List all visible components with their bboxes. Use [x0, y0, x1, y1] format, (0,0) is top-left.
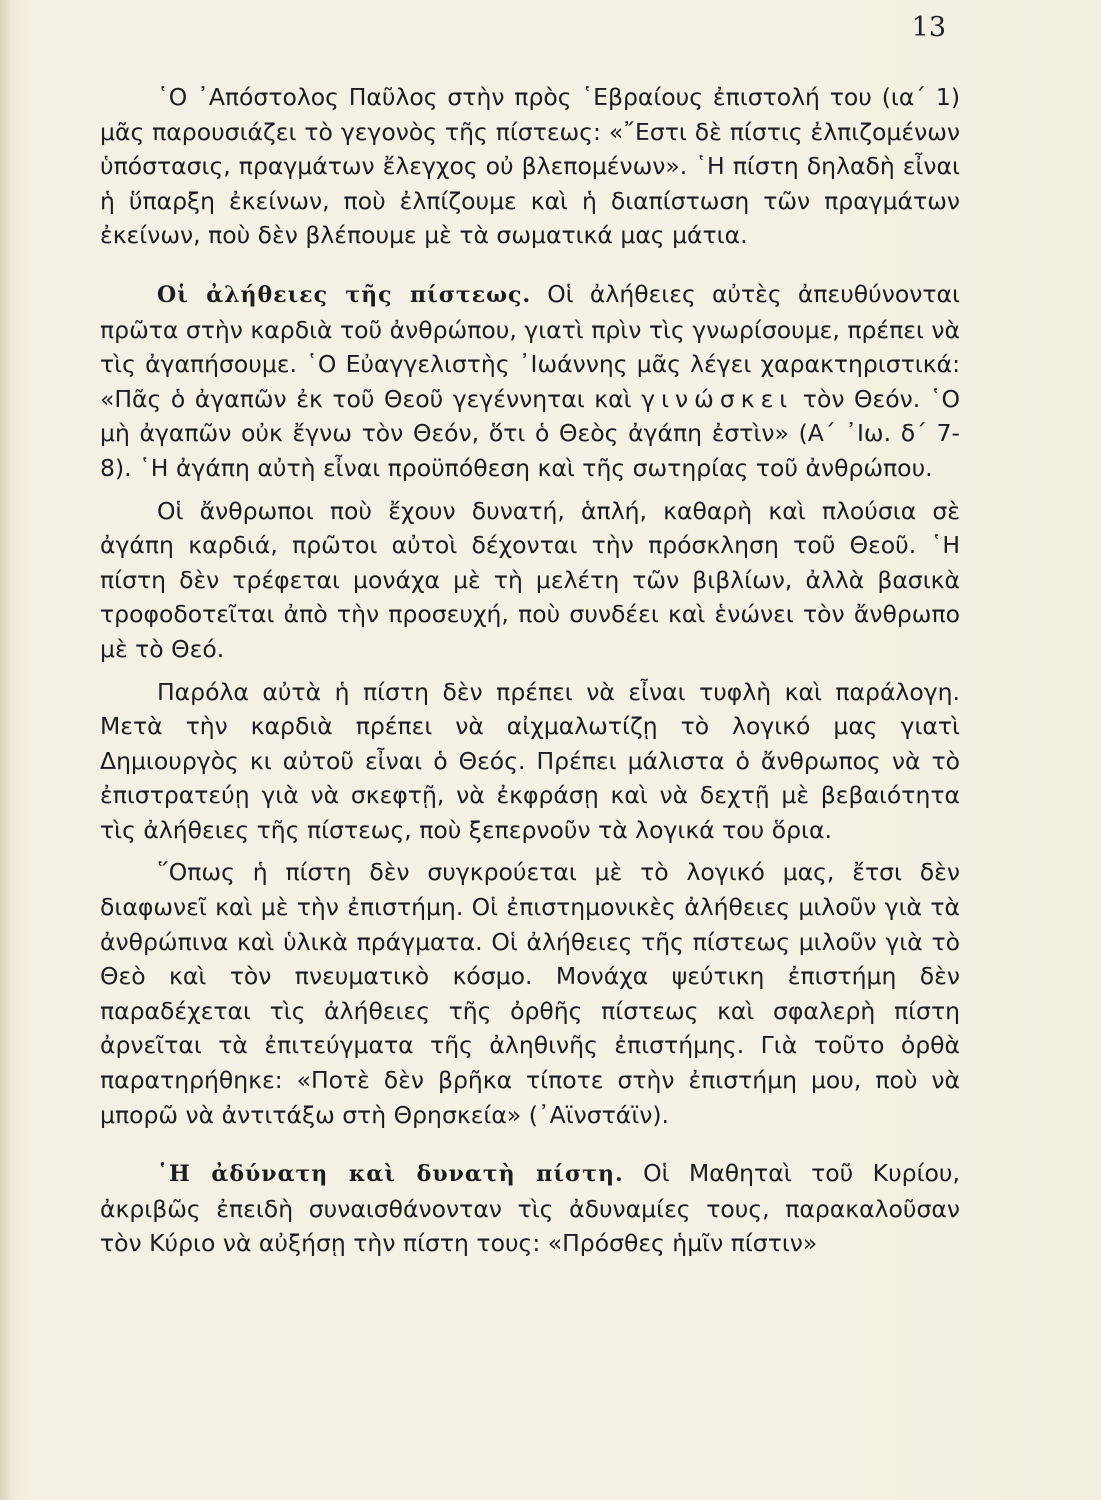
- page-body: [100, 80, 960, 1261]
- intro-paragraph: ῾Ο ᾿Απόστολος Παῦλος στὴν πρὸς ῾Εβραίους ἐπιστολή του (ια΄ 1) μᾶς παρουσιάζει τὸ γεγονὸς τῆς πίστεως: «῎Εστι δὲ πίστις ἐλπιζομένων ὑπόστασις, πραγμάτων ἔλεγχος οὐ βλεπομένων». ῾Η πίστη δηλαδὴ εἶναι ἡ ὕπαρξη ἐκείνων, ποὺ ἐλπίζουμε καὶ ἡ διαπίστωση τῶν πραγμάτων ἐκείνων, ποὺ δὲν βλέπουμε μὲ τὰ σωματικά μας μάτια.: [100, 83, 960, 250]
- page-spine-shadow: [0, 0, 10, 1500]
- truths-text-part-2: τὸν Θεόν. ῾Ο μὴ ἀγαπῶν οὐκ ἔγνω τὸν Θεόν, ὅτι ὁ Θεὸς ἀγάπη ἐστὶν» (Α΄ ᾿Ιω. δ΄ 7-8). ῾Η ἀγάπη αὐτὴ εἶναι προϋπόθεση καὶ τῆς σωτηρίας τοῦ ἀνθρώπου.: [100, 384, 960, 482]
- faith-text: Οἱ Μαθηταὶ τοῦ Κυρίου, ἀκριβῶς ἐπειδὴ συναισθάνονταν τὶς ἀδυναμίες τους, παρακαλοῦσαν τὸν Κύριο νὰ αὐξήσῃ τὴν πίστη τους: «Πρόσθες ἡμῖν πίστιν»: [100, 1159, 960, 1258]
- faith-paragraph: [100, 1156, 960, 1261]
- reason-paragraph: Παρόλα αὐτὰ ἡ πίστη δὲν πρέπει νὰ εἶναι τυφλὴ καὶ παράλογη. Μετὰ τὴν καρδιὰ πρέπει νὰ αἰχμαλωτίζῃ τὸ λογικό μας γιατὶ Δημιουργὸς κι αὐτοῦ εἶναι ὁ Θεός. Πρέπει μάλιστα ὁ ἄνθρωπος νὰ τὸ ἐπιστρατεύῃ γιὰ νὰ σκεφτῇ, νὰ ἐκφράσῃ καὶ νὰ δεχτῇ μὲ βεβαιότητα τὶς ἀλήθειες τῆς πίστεως, ποὺ ξεπερνοῦν τὰ λογικά του ὅρια.: [100, 677, 960, 844]
- truths-text-part-1: Οἱ ἀλήθειες αὐτὲς ἀπευθύνονται πρῶτα στὴν καρδιὰ τοῦ ἀνθρώπου, γιατὶ πρὶν τὶς γνωρίσουμε, πρέπει νὰ τὶς ἀγαπήσουμε. ῾Ο Εὐαγγελιστὴς ᾿Ιωάννης μᾶς λέγει χαρακτηριστικά: «Πᾶς ὁ ἀγαπῶν ἐκ τοῦ Θεοῦ γεγέννηται καὶ: [100, 279, 960, 413]
- truths-paragraph: [100, 277, 960, 486]
- section-heading-faith: ῾Η ἀδύνατη καὶ δυνατὴ πίστη.: [157, 1161, 624, 1188]
- page-number: 13: [911, 12, 946, 43]
- people-paragraph: Οἱ ἄνθρωποι ποὺ ἔχουν δυνατή, ἁπλή, καθαρὴ καὶ πλούσια σὲ ἀγάπη καρδιά, πρῶτοι αὐτοὶ δέχονται τὴν πρόσκληση τοῦ Θεοῦ. ῾Η πίστη δὲν τρέφεται μονάχα μὲ τὴ μελέτη τῶν βιβλίων, ἀλλὰ βασικὰ τροφοδοτεῖται ἀπὸ τὴν προσευχή, ποὺ συνδέει καὶ ἑνώνει τὸν ἄνθρωπο μὲ τὸ Θεό.: [100, 496, 960, 663]
- section-heading-truths: Οἱ ἀλήθειες τῆς πίστεως.: [157, 281, 532, 308]
- science-paragraph: ῞Οπως ἡ πίστη δὲν συγκρούεται μὲ τὸ λογικό μας, ἔτσι δὲν διαφωνεῖ καὶ μὲ τὴν ἐπιστήμη. Οἱ ἐπιστημονικὲς ἀλήθειες μιλοῦν γιὰ τὰ ἀνθρώπινα καὶ ὑλικὰ πράγματα. Οἱ ἀλήθειες τῆς πίστεως μιλοῦν γιὰ τὸ Θεὸ καὶ τὸν πνευματικὸ κόσμο. Μονάχα ψεύτικη ἐπιστήμη δὲν παραδέχεται τὶς ἀλήθειες τῆς ὀρθῆς πίστεως καὶ σφαλερὴ πίστη ἀρνεῖται τὰ ἐπιτεύγματα τῆς ἀληθινῆς ἐπιστήμης. Γιὰ τοῦτο ὀρθὰ παρατηρήθηκε: «Ποτὲ δὲν βρῆκα τίποτε στὴν ἐπιστήμη μου, ποὺ νὰ μπορῶ νὰ ἀντιτάξω στὴ Θρησκεία» (᾿Αϊνστάϊν).: [100, 858, 960, 1129]
- spaced-emphasis-word: γινώσκει: [641, 384, 794, 413]
